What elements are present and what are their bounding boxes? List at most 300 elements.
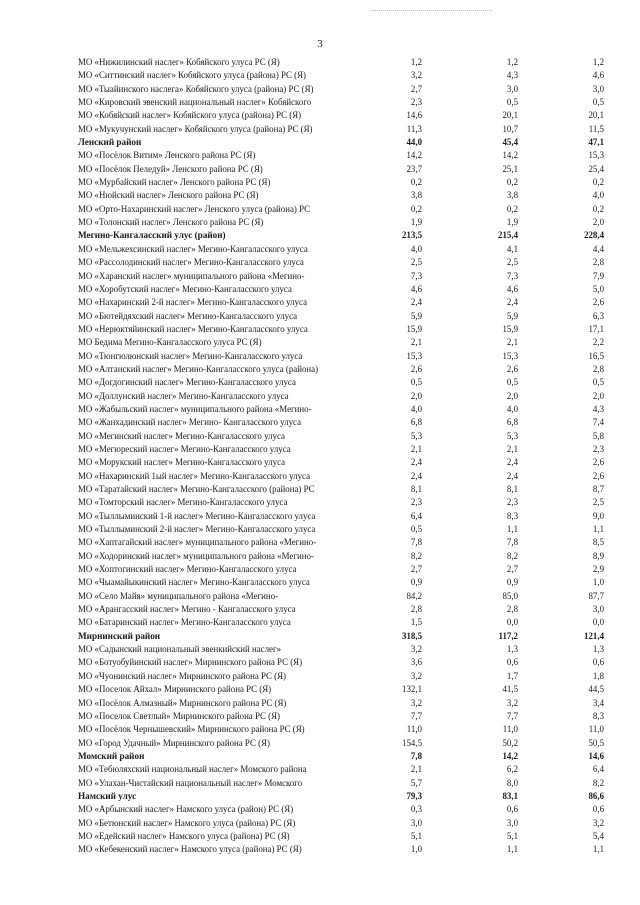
row-name: МО «Нижилинский наслег» Кобяйского улуса РС (Я) [78, 57, 280, 67]
value-col-1: 2,4 [410, 457, 422, 468]
table-row [78, 843, 604, 856]
table-row [78, 656, 604, 669]
value-col-1: 6,4 [410, 510, 422, 521]
row-name: МО «Село Майя» муниципального района «Мегино- [78, 590, 279, 601]
value-col-1: 3,2 [410, 670, 422, 681]
row-name: МО «Таратайский наслег» Мегино-Кангаласского (района) РС [78, 484, 315, 494]
value-col-3: 0,2 [592, 203, 604, 214]
value-col-2: 6,8 [506, 417, 518, 428]
value-col-1: 2,4 [410, 297, 422, 308]
value-col-3: 8,7 [592, 484, 604, 494]
row-name: МО «Чуонинский наслег» Мирнинского района РС (Я) [78, 670, 287, 681]
value-col-3: 4,3 [592, 403, 604, 414]
row-name: МО «Чыамайыкинский наслег» Мегино-Кангаласского улуса [78, 577, 310, 588]
budget-table [78, 56, 604, 857]
value-col-2: 2,6 [506, 363, 518, 374]
row-name: МО «Жанхадинский наслег» Мегино- Кангаласского улуса [78, 417, 302, 428]
table-row [78, 243, 604, 256]
table-row [78, 456, 604, 469]
value-col-1: 2,1 [410, 443, 422, 454]
value-col-1: 1,0 [410, 844, 422, 855]
value-col-2: 6,2 [506, 764, 518, 775]
table-row [78, 296, 604, 309]
district-total-row [78, 750, 604, 763]
table-row [78, 697, 604, 710]
page-number: 3 [317, 38, 323, 50]
value-col-3: 11,5 [588, 123, 604, 134]
table-row [78, 443, 604, 456]
row-name: МО «Харанский наслег» муниципального района «Мегино- [78, 270, 305, 281]
value-col-3: 8,9 [592, 550, 604, 561]
value-col-1: 0,2 [410, 177, 422, 188]
value-col-1: 1,2 [410, 57, 422, 67]
row-name: МО «Ботуобуйинский наслег» Мирнинского района РС (Я) [78, 657, 303, 668]
value-col-1: 213,5 [402, 230, 422, 241]
value-col-3: 228,4 [584, 230, 604, 241]
value-col-2: 1,9 [506, 217, 518, 228]
value-col-1: 7,8 [410, 537, 422, 548]
value-col-3: 2,8 [592, 363, 604, 374]
table-row [78, 616, 604, 629]
value-col-3: 121,4 [584, 630, 604, 641]
value-col-3: 4,6 [592, 70, 604, 81]
value-col-2: 7,8 [506, 537, 518, 548]
value-col-1: 5,1 [410, 830, 422, 841]
table-row [78, 336, 604, 349]
value-col-1: 2,1 [410, 337, 422, 348]
value-col-3: 0,2 [592, 177, 604, 188]
table-row [78, 363, 604, 376]
value-col-3: 16,5 [588, 350, 604, 361]
table-row [78, 470, 604, 483]
table-row [78, 216, 604, 229]
value-col-2: 85,0 [502, 590, 518, 601]
value-col-2: 2,1 [506, 337, 518, 348]
value-col-3: 6,4 [592, 764, 604, 775]
value-col-1: 0,5 [410, 377, 422, 388]
value-col-3: 8,5 [592, 537, 604, 548]
value-col-2: 45,4 [502, 137, 518, 148]
row-name: МО «Арангасский наслег» Мегино - Кангаласского улуса [78, 604, 296, 615]
value-col-2: 15,3 [502, 350, 518, 361]
value-col-3: 2,3 [592, 443, 604, 454]
table-row [78, 123, 604, 136]
value-col-3: 2,0 [592, 217, 604, 228]
value-col-1: 0,3 [410, 804, 422, 815]
row-name: МО «Кировский эвенский национальный наслег» Кобяйского [78, 97, 312, 108]
row-name: МО «Улахан-Чистайский национальный наслег» Момского [78, 777, 303, 788]
value-col-2: 2,4 [506, 470, 518, 481]
row-name: МО «Посёлок Витим» Ленского района РС (Я) [78, 150, 256, 161]
value-col-3: 0,0 [592, 617, 604, 628]
row-name: МО «Едейский наслег» Намского улуса (района) РС (Я) [78, 830, 290, 841]
table-row [78, 510, 604, 523]
value-col-2: 0,6 [506, 804, 518, 815]
row-name: МО «Посёлок Алмазный» Мирнинского района РС (Я) [78, 697, 287, 708]
value-col-3: 2,6 [592, 470, 604, 481]
value-col-2: 3,0 [506, 817, 518, 828]
value-col-1: 5,9 [410, 310, 422, 321]
value-col-1: 11,0 [406, 724, 422, 735]
value-col-3: 1,0 [592, 577, 604, 588]
value-col-2: 10,7 [502, 123, 518, 134]
value-col-1: 0,5 [410, 524, 422, 535]
value-col-3: 8,2 [592, 777, 604, 788]
row-name: МО «Томторский наслег» Мегино-Кангаласского улуса [78, 497, 288, 508]
value-col-2: 2,5 [506, 257, 518, 268]
row-name: МО «Бютейдяхский наслег» Мегино-Кангаласского улуса [78, 310, 298, 321]
value-col-2: 3,2 [506, 697, 518, 708]
value-col-2: 1,7 [506, 670, 518, 681]
table-row [78, 803, 604, 816]
value-col-3: 11,0 [588, 724, 604, 735]
value-col-3: 5,4 [592, 830, 604, 841]
row-name: Момский район [78, 750, 145, 761]
value-col-1: 2,1 [410, 764, 422, 775]
value-col-2: 1,1 [506, 524, 518, 535]
value-col-2: 4,6 [506, 283, 518, 294]
table-row [78, 376, 604, 389]
value-col-3: 1,3 [592, 644, 604, 655]
value-col-2: 41,5 [502, 684, 518, 695]
value-col-2: 5,1 [506, 830, 518, 841]
row-name: МО «Мегинский наслег» Мегино-Кангаласского улуса [78, 430, 285, 441]
row-name: МО Бедима Мегино-Кангаласского улуса РС (Я) [78, 337, 262, 348]
value-col-2: 5,9 [506, 310, 518, 321]
value-col-3: 87,7 [588, 590, 604, 601]
value-col-3: 5,0 [592, 283, 604, 294]
table-row [78, 683, 604, 696]
value-col-2: 117,2 [498, 630, 518, 641]
value-col-1: 318,5 [402, 630, 422, 641]
table-row [78, 763, 604, 776]
table-row [78, 737, 604, 750]
value-col-3: 25,4 [588, 163, 604, 174]
value-col-1: 7,8 [410, 750, 422, 761]
value-col-3: 2,0 [592, 390, 604, 401]
value-col-3: 2,6 [592, 457, 604, 468]
value-col-3: 2,6 [592, 297, 604, 308]
value-col-3: 3,0 [592, 604, 604, 615]
table-row [78, 310, 604, 323]
value-col-1: 132,1 [402, 684, 422, 695]
table-row [78, 323, 604, 336]
value-col-3: 14,6 [588, 750, 604, 761]
row-name: МО «Ходоринский наслег» муниципального района «Мегино- [78, 550, 314, 561]
table-row [78, 283, 604, 296]
table-row [78, 670, 604, 683]
row-name: МО «Тебюляхский национальный наслег» Момского района [78, 764, 307, 775]
row-name: Мегино-Кангаласский улус (район) [78, 230, 226, 241]
table-row [78, 723, 604, 736]
value-col-3: 1,2 [592, 57, 604, 67]
value-col-2: 8,0 [506, 777, 518, 788]
row-name: МО «Орто-Нахаринский наслег» Ленского улуса (района) РС [78, 203, 311, 214]
value-col-3: 1,8 [592, 670, 604, 681]
value-col-1: 2,3 [410, 497, 422, 508]
row-name: МО «Алтанский наслег» Мегино-Кангаласского улуса (района) [78, 363, 319, 374]
table-row [78, 710, 604, 723]
value-col-1: 3,2 [410, 697, 422, 708]
value-col-1: 3,2 [410, 644, 422, 655]
row-name: МО «Посёлок Пеледуй» Ленского района РС (Я) [78, 163, 263, 174]
value-col-1: 2,4 [410, 470, 422, 481]
value-col-1: 5,7 [410, 777, 422, 788]
row-name: МО «Нахаринский 1ый наслег» Мегино-Кангаласского улуса [78, 470, 311, 481]
value-col-2: 2,4 [506, 297, 518, 308]
value-col-1: 3,6 [410, 657, 422, 668]
row-name: МО «Мегюреский наслег» Мегино-Кангаласского улуса [78, 443, 291, 454]
scan-artifact [372, 10, 492, 14]
value-col-3: 2,5 [592, 497, 604, 508]
row-name: Мирнинский район [78, 630, 161, 641]
table-row [78, 83, 604, 96]
value-col-1: 2,7 [410, 564, 422, 575]
row-name: МО «Садынский национальный эвенкийский наслег» [78, 644, 282, 655]
value-col-3: 17,1 [588, 323, 604, 334]
table-row [78, 256, 604, 269]
value-col-2: 3,8 [506, 190, 518, 201]
value-col-3: 5,8 [592, 430, 604, 441]
value-col-1: 3,2 [410, 70, 422, 81]
value-col-3: 2,8 [592, 257, 604, 268]
row-name: МО «Поселок Айхал» Мирнинского района РС (Я) [78, 684, 272, 695]
row-name: МО «Арбынский наслег» Намского улуса (район) РС (Я) [78, 804, 294, 815]
value-col-2: 2,7 [506, 564, 518, 575]
value-col-1: 84,2 [406, 590, 422, 601]
row-name: МО «Поселок Светлый» Мирнинского района РС (Я) [78, 710, 280, 721]
value-col-3: 6,3 [592, 310, 604, 321]
value-col-2: 0,9 [506, 577, 518, 588]
table-row [78, 576, 604, 589]
value-col-2: 25,1 [502, 163, 518, 174]
district-total-row [78, 630, 604, 643]
district-total-row [78, 136, 604, 149]
value-col-1: 0,2 [410, 203, 422, 214]
table-row [78, 390, 604, 403]
row-name: МО «Тыллыминский 1-й наслег» Мегино-Кангаласского улуса [78, 510, 316, 521]
value-col-2: 8,2 [506, 550, 518, 561]
row-name: МО «Хаптагайский наслег» муниципального района «Мегино- [78, 537, 317, 548]
value-col-2: 1,3 [506, 644, 518, 655]
value-col-3: 4,4 [592, 243, 604, 254]
value-col-3: 2,9 [592, 564, 604, 575]
table-row [78, 403, 604, 416]
table-row [78, 536, 604, 549]
value-col-2: 15,9 [502, 323, 518, 334]
row-name: МО «Догдогинский наслег» Мегино-Кангаласского улуса [78, 377, 296, 388]
value-col-1: 2,8 [410, 604, 422, 615]
table-row [78, 203, 604, 216]
row-name: МО «Мельжехсинский наслег» Мегино-Кангаласского улуса [78, 243, 308, 254]
value-col-3: 47,1 [588, 137, 604, 148]
value-col-3: 86,6 [588, 790, 604, 801]
table-row [78, 176, 604, 189]
table-row [78, 69, 604, 82]
row-name: МО «Тюнгюлюнский наслег» Мегино-Кангаласского улуса [78, 350, 303, 361]
value-col-1: 5,3 [410, 430, 422, 441]
row-name: МО «Доллунский наслег» Мегино-Кангаласского улуса [78, 390, 289, 401]
value-col-1: 2,0 [410, 390, 422, 401]
value-col-1: 2,3 [410, 97, 422, 108]
table-row [78, 270, 604, 283]
value-col-1: 8,1 [410, 484, 422, 494]
table-row [78, 643, 604, 656]
value-col-2: 1,2 [506, 57, 518, 67]
row-name: МО «Мукучунский наслег» Кобяйского улуса (района) РС (Я) [78, 123, 313, 134]
value-col-3: 8,3 [592, 710, 604, 721]
value-col-3: 50,5 [588, 737, 604, 748]
table-row [78, 830, 604, 843]
value-col-2: 0,6 [506, 657, 518, 668]
value-col-1: 3,0 [410, 817, 422, 828]
value-col-3: 0,6 [592, 657, 604, 668]
value-col-1: 14,6 [406, 110, 422, 121]
value-col-1: 79,3 [406, 790, 422, 801]
table-row [78, 590, 604, 603]
value-col-2: 50,2 [502, 737, 518, 748]
value-col-3: 3,0 [592, 83, 604, 94]
row-name: Намский улус [78, 790, 137, 801]
value-col-2: 0,2 [506, 177, 518, 188]
value-col-1: 4,0 [410, 403, 422, 414]
row-name: МО «Тыайинского наслега» Кобяйского улуса (района) РС (Я) [78, 83, 314, 94]
table-row [78, 163, 604, 176]
value-col-2: 2,4 [506, 457, 518, 468]
value-col-3: 7,9 [592, 270, 604, 281]
value-col-1: 6,8 [410, 417, 422, 428]
table-row [78, 496, 604, 509]
value-col-2: 2,1 [506, 443, 518, 454]
value-col-2: 2,8 [506, 604, 518, 615]
row-name: МО «Бетюнский наслег» Намского улуса (района) РС (Я) [78, 817, 296, 828]
row-name: Ленский район [78, 137, 142, 148]
value-col-3: 7,4 [592, 417, 604, 428]
value-col-1: 44,0 [406, 137, 422, 148]
row-name: МО «Нерюктяйинский наслег» Мегино-Кангаласского улуса [78, 323, 308, 334]
value-col-2: 4,3 [506, 70, 518, 81]
value-col-1: 23,7 [406, 163, 422, 174]
value-col-3: 1,1 [592, 524, 604, 535]
value-col-2: 2,3 [506, 497, 518, 508]
row-name: МО «Жабыльский наслег» муниципального района «Мегино- [78, 403, 312, 414]
table-row [78, 563, 604, 576]
row-name: МО «Рассолодинский наслег» Мегино-Кангаласского улуса [78, 257, 304, 268]
value-col-3: 9,0 [592, 510, 604, 521]
value-col-2: 20,1 [502, 110, 518, 121]
table-row [78, 416, 604, 429]
value-col-3: 0,5 [592, 377, 604, 388]
row-name: МО «Ситтинский наслег» Кобяйского улуса (района) РС (Я) [78, 70, 307, 81]
value-col-2: 14,2 [502, 750, 518, 761]
value-col-2: 3,0 [506, 83, 518, 94]
table-row [78, 189, 604, 202]
value-col-1: 4,6 [410, 283, 422, 294]
value-col-1: 0,9 [410, 577, 422, 588]
value-col-2: 5,3 [506, 430, 518, 441]
value-col-3: 44,5 [588, 684, 604, 695]
table-row [78, 817, 604, 830]
value-col-3: 4,0 [592, 190, 604, 201]
table-row [78, 483, 604, 496]
value-col-2: 4,1 [506, 243, 518, 254]
value-col-2: 1,1 [506, 844, 518, 855]
value-col-2: 0,2 [506, 203, 518, 214]
value-col-2: 7,7 [506, 710, 518, 721]
row-name: МО «Посёлок Чернышевский» Мирнинского района РС (Я) [78, 724, 305, 735]
row-name: МО «Кебекенский наслег» Намского улуса (района) РС (Я) [78, 844, 302, 855]
value-col-1: 7,7 [410, 710, 422, 721]
value-col-2: 8,3 [506, 510, 518, 521]
row-name: МО «Нахаринский 2-й наслег» Мегино-Кангаласского улуса [78, 297, 308, 308]
value-col-2: 11,0 [502, 724, 518, 735]
value-col-2: 8,1 [506, 484, 518, 494]
value-col-2: 83,1 [502, 790, 518, 801]
value-col-3: 2,2 [592, 337, 604, 348]
value-col-2: 215,4 [498, 230, 518, 241]
row-name: МО «Хоробутский наслег» Мегино-Кангаласского улуса [78, 283, 292, 294]
value-col-2: 0,5 [506, 97, 518, 108]
value-col-1: 1,9 [410, 217, 422, 228]
value-col-1: 4,0 [410, 243, 422, 254]
table-row [78, 149, 604, 162]
value-col-2: 2,0 [506, 390, 518, 401]
row-name: МО «Тыллыминский 2-й наслег» Мегино-Кангаласского улуса [78, 524, 316, 535]
value-col-1: 15,3 [406, 350, 422, 361]
value-col-3: 3,4 [592, 697, 604, 708]
row-name: МО «Кобяйский наслег» Кобяйского улуса (района) РС (Я) [78, 110, 302, 121]
value-col-3: 1,1 [592, 844, 604, 855]
value-col-3: 20,1 [588, 110, 604, 121]
value-col-3: 0,6 [592, 804, 604, 815]
value-col-1: 1,5 [410, 617, 422, 628]
value-col-1: 11,3 [406, 123, 422, 134]
district-total-row [78, 229, 604, 242]
table-row [78, 96, 604, 109]
district-total-row [78, 790, 604, 803]
table-row [78, 109, 604, 122]
row-name: МО «Нюйский наслег» Ленского района РС (Я) [78, 190, 259, 201]
value-col-2: 0,5 [506, 377, 518, 388]
value-col-1: 8,2 [410, 550, 422, 561]
value-col-2: 14,2 [502, 150, 518, 161]
row-name: МО «Город Удачный» Мирнинского района РС (Я) [78, 737, 270, 748]
table-row [78, 523, 604, 536]
value-col-3: 0,5 [592, 97, 604, 108]
table-row [78, 56, 604, 69]
value-col-1: 2,5 [410, 257, 422, 268]
table-row [78, 603, 604, 616]
value-col-1: 14,2 [406, 150, 422, 161]
value-col-2: 0,0 [506, 617, 518, 628]
table-row [78, 777, 604, 790]
table-row [78, 350, 604, 363]
value-col-2: 7,3 [506, 270, 518, 281]
row-name: МО «Батаринский наслег» Мегино-Кангаласского улуса [78, 617, 291, 628]
value-col-1: 154,5 [402, 737, 422, 748]
value-col-3: 3,2 [592, 817, 604, 828]
value-col-2: 4,0 [506, 403, 518, 414]
row-name: МО «Морукский наслег» Мегино-Кангаласского улуса [78, 457, 286, 468]
table-row [78, 430, 604, 443]
value-col-1: 2,6 [410, 363, 422, 374]
row-name: МО «Хоптогинский наслег» Мегино-Кангаласского улуса [78, 564, 297, 575]
row-name: МО «Толонский наслег» Ленского района РС (Я) [78, 217, 264, 228]
row-name: МО «Мурбайский наслег» Ленского района РС (Я) [78, 177, 271, 188]
value-col-1: 15,9 [406, 323, 422, 334]
table-row [78, 550, 604, 563]
value-col-1: 7,3 [410, 270, 422, 281]
